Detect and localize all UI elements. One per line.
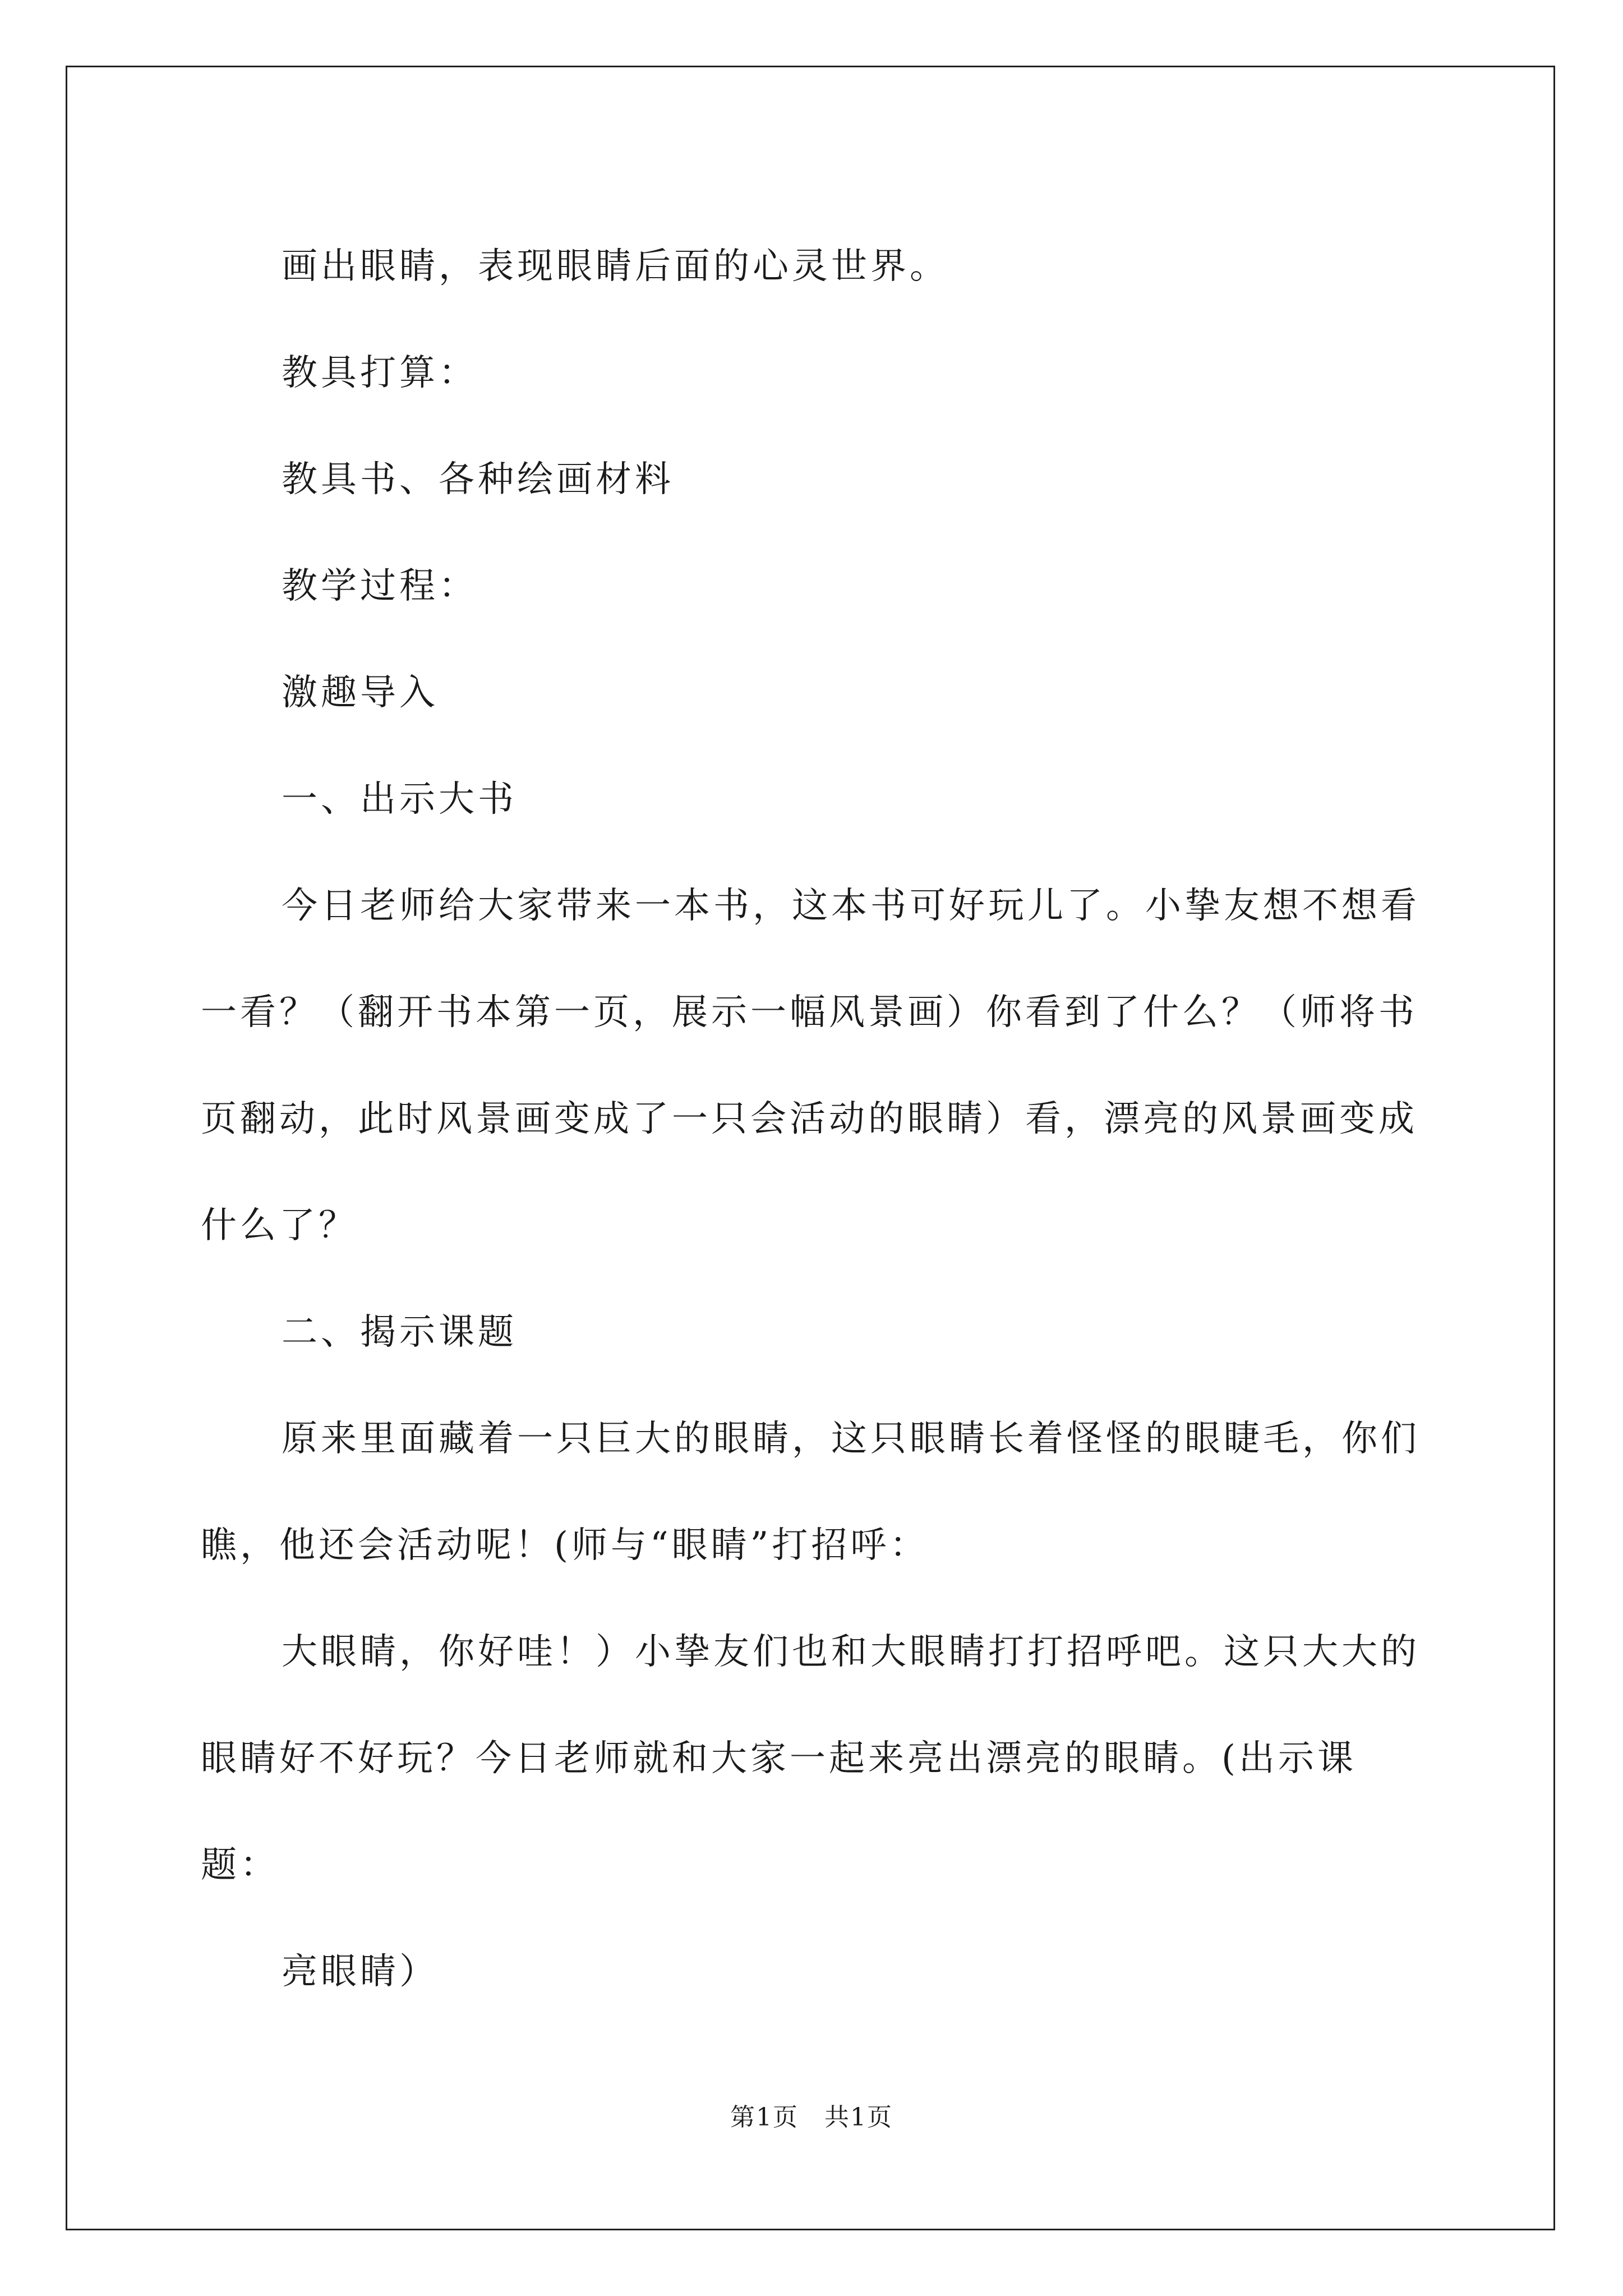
paragraph-6: 一、出示大书 xyxy=(282,779,517,820)
paragraph-9: 原来里面藏着一只巨大的眼睛，这只眼睛长着怪怪的眼睫毛，你们瞧，他还会活动呢！(师与“眼睛”打招呼： xyxy=(201,1418,1420,1566)
paragraph-10: 大眼睛，你好哇！）小挚友们也和大眼睛打打招呼吧。这只大大的眼睛好不好玩？今日老师就和大家一起来亮出漂亮的眼睛。(出示课题： xyxy=(201,1631,1420,1886)
paragraph-5: 激趣导入 xyxy=(282,672,439,714)
paragraph-4: 教学过程： xyxy=(282,565,478,607)
paragraph-11: 亮眼睛） xyxy=(282,1951,439,1993)
page-footer: 第1页 共1页 xyxy=(730,2103,893,2132)
paragraph-1: 画出眼睛，表现眼睛后面的心灵世界。 xyxy=(282,246,949,287)
paragraph-3: 教具书、各种绘画材料 xyxy=(282,459,674,500)
paragraph-7: 今日老师给大家带来一本书，这本书可好玩儿了。小挚友想不想看一看？（翻开书本第一页，展示一幅风景画）你看到了什么？（师将书页翻动，此时风景画变成了一只会活动的眼睛）看，漂亮的风景画变成什么了？ xyxy=(201,885,1420,1246)
paragraph-2: 教具打算： xyxy=(282,352,478,394)
document-body xyxy=(201,213,1430,2025)
paragraph-8: 二、揭示课题 xyxy=(282,1312,517,1353)
